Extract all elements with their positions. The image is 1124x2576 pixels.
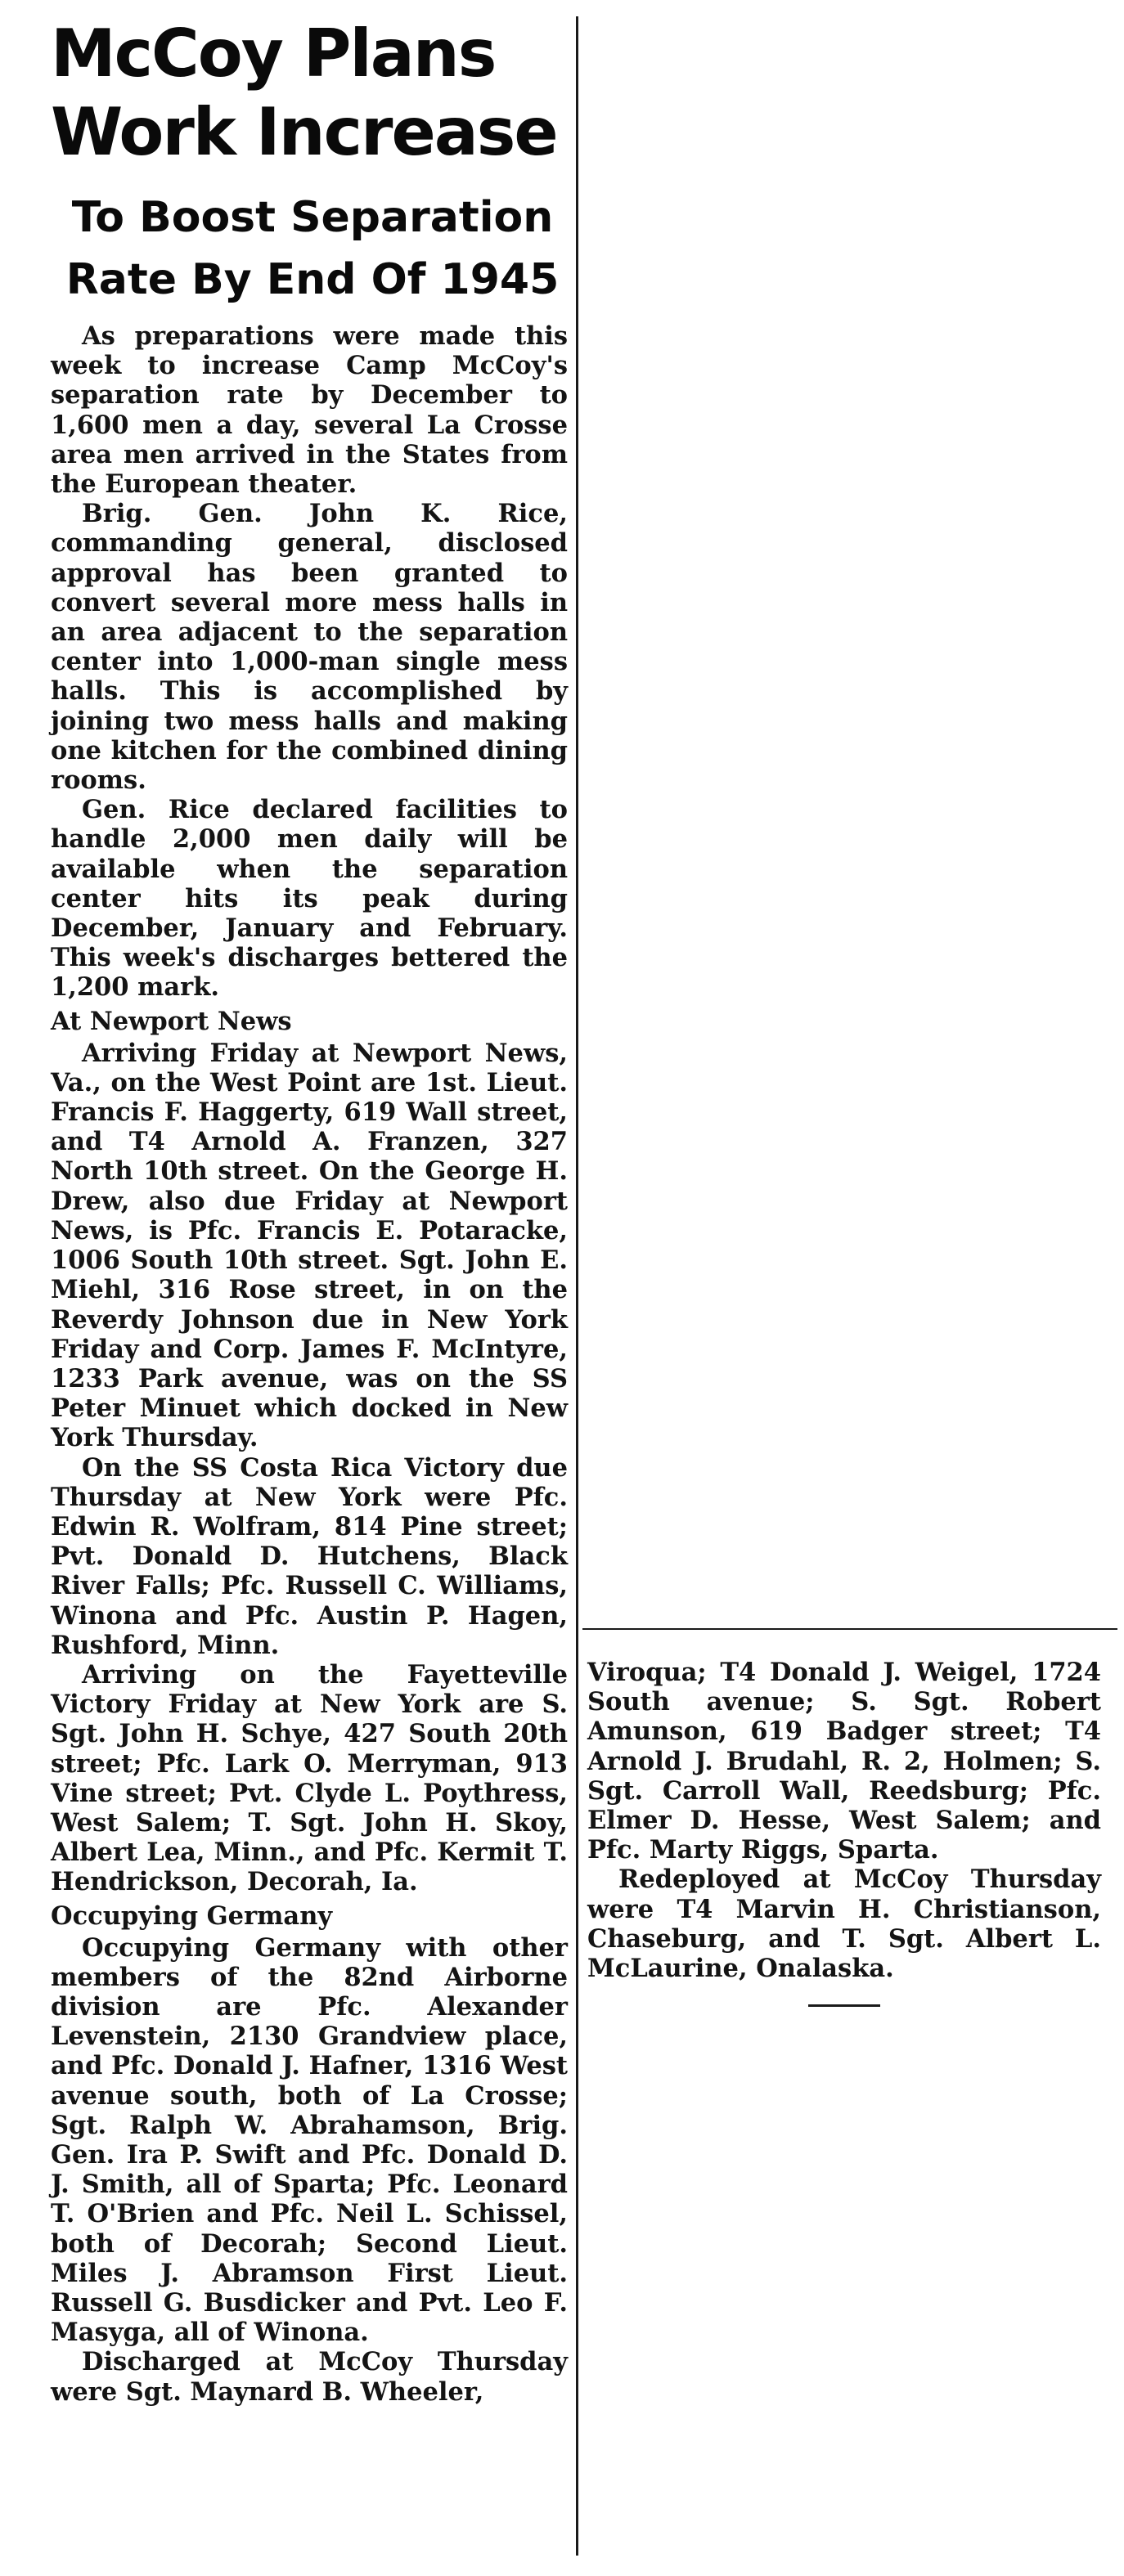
paragraph: Brig. Gen. John K. Rice, commanding general, disclosed approval has been granted to convert several more mess halls in an area adjacent to the separation center into 1,000-man single mess halls. This is accomplished by joining two mess halls and making one kitchen for the combined dining rooms.: [51, 499, 568, 796]
article-column-right: [587, 1658, 1101, 2007]
section-heading: Occupying Germany: [51, 1901, 333, 1931]
article-column-left: [51, 321, 568, 2407]
end-rule: [808, 2004, 880, 2007]
paragraph: Gen. Rice declared facilities to handle 2,000 men daily will be available when the separation center hits its peak during December, January and February. This week's discharges bettered the 1,200 mark.: [51, 795, 568, 1003]
paragraph: Arriving Friday at Newport News, Va., on the West Point are 1st. Lieut. Francis F. Haggerty, 619 Wall street, and T4 Arnold A. Franzen, 327 North 10th street. On the George H. Drew, also due Friday at Newport News, is Pfc. Francis E. Potaracke, 1006 South 10th street. Sgt. John E. Miehl, 316 Rose street, in on the Reverdy Johnson due in New York Friday and Corp. James F. McIntyre, 1233 Park avenue, was on the SS Peter Minuet which docked in New York Thursday.: [51, 1038, 568, 1453]
column-rule-horizontal: [582, 1628, 1117, 1630]
headline: McCoy Plans Work Increase: [51, 16, 557, 170]
section-heading: At Newport News: [51, 1006, 292, 1036]
paragraph: Discharged at McCoy Thursday were Sgt. Maynard B. Wheeler,: [51, 2347, 568, 2407]
paragraph: On the SS Costa Rica Victory due Thursday at New York were Pfc. Edwin R. Wolfram, 814 Pine street; Pvt. Donald D. Hutchens, Black River Falls; Pfc. Russell C. Williams, Winona and Pfc. Austin P. Hagen, Rushford, Minn.: [51, 1452, 568, 1660]
paragraph: Redeployed at McCoy Thursday were T4 Marvin H. Christianson, Chaseburg, and T. Sgt. Albert L. McLaurine, Onalaska.: [587, 1865, 1101, 1984]
paragraph: Viroqua; T4 Donald J. Weigel, 1724 South avenue; S. Sgt. Robert Amunson, 619 Badger street; T4 Arnold J. Brudahl, R. 2, Holmen; S. Sgt. Carroll Wall, Reedsburg; Pfc. Elmer D. Hesse, West Salem; and Pfc. Marty Riggs, Sparta.: [587, 1658, 1101, 1865]
paragraph: As preparations were made this week to increase Camp McCoy's separation rate by December to 1,600 men a day, several La Crosse area men arrived in the States from the European theater.: [51, 321, 568, 500]
column-rule-vertical: [576, 16, 578, 2556]
paragraph: Occupying Germany with other members of the 82nd Airborne division are Pfc. Alexander Levenstein, 2130 Grandview place, and Pfc. Donald J. Hafner, 1316 West avenue south, both of La Crosse; Sgt. Ralph W. Abrahamson, Brig. Gen. Ira P. Swift and Pfc. Donald D. J. Smith, all of Sparta; Pfc. Leonard T. O'Brien and Pfc. Neil L. Schissel, both of Decorah; Second Lieut. Miles J. Abramson First Lieut. Russell G. Busdicker and Pvt. Leo F. Masyga, all of Winona.: [51, 1932, 568, 2348]
sub-headline: To Boost Separation Rate By End Of 1945: [65, 193, 560, 304]
paragraph: Arriving on the Fayetteville Victory Friday at New York are S. Sgt. John H. Schye, 427 South 20th street; Pfc. Lark O. Merryman, 913 Vine street; Pvt. Clyde L. Poythress, West Salem; T. Sgt. John H. Skoy, Albert Lea, Minn., and Pfc. Kermit T. Hendrickson, Decorah, Ia.: [51, 1659, 568, 1897]
